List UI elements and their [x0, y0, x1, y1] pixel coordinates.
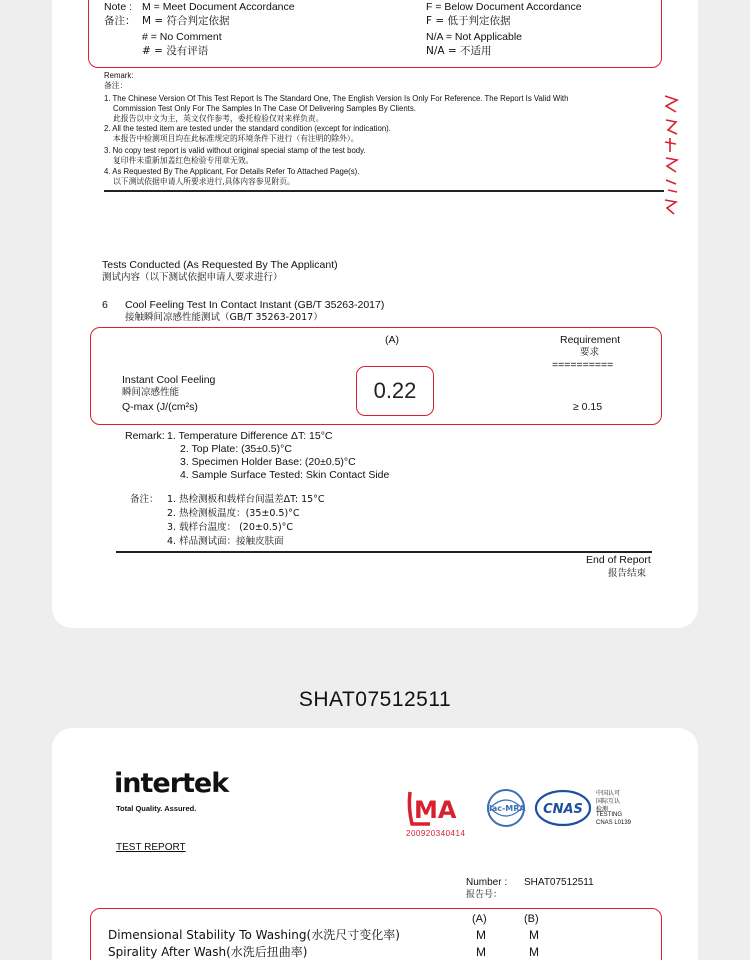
legend-left-3: # = 没有评语: [142, 45, 209, 57]
remark2-cn-1: 2. 热检测板温度：(35±0.5)°C: [167, 508, 300, 519]
requirement-header: Requirement: [560, 334, 621, 346]
legend-right-1: F = 低于判定依据: [426, 15, 511, 27]
legend-left-1: M = 符合判定依据: [142, 15, 230, 27]
cnas-text-4: CNAS L0139: [596, 820, 632, 826]
end-divider: [116, 551, 652, 553]
remark-divider: [104, 190, 664, 192]
cnas-text-3: TESTING: [596, 812, 623, 818]
report-page-2: [52, 728, 698, 960]
requirement-rule: ==========: [552, 359, 614, 371]
intertek-logo: intertek: [114, 768, 229, 799]
legend-key-1: 备注：: [104, 15, 136, 27]
col-b-header-2: (B): [524, 913, 539, 925]
remark-line-2: 此报告以中文为主，英文仅作参考，委托检验仅对来样负责。: [113, 114, 324, 123]
svg-text:MA: MA: [414, 796, 457, 824]
remark-line-5: 3. No copy test report is valid without original special stamp of the test body.: [104, 146, 366, 155]
remark2-label-cn: 备注：: [130, 494, 159, 505]
logo-tagline: Total Quality. Assured.: [116, 804, 197, 813]
report-number-heading: SHAT07512511: [298, 688, 452, 711]
svg-text:CNAS: CNAS: [543, 802, 583, 817]
cma-number: 200920340414: [406, 829, 466, 838]
test-item-no: 6: [102, 299, 108, 311]
report-page-1: [52, 0, 698, 628]
remark-line-0: 1. The Chinese Version Of This Test Report Is The Standard One, The English Version Is Only For Reference. The Report Is Valid With: [104, 94, 569, 103]
red-stamp-mark: [662, 92, 680, 216]
property-unit: Q-max (J/(cm²s): [122, 401, 198, 413]
test-item-title: Cool Feeling Test In Contact Instant (GB/T 35263-2017): [125, 299, 385, 311]
row-a-1: M: [476, 945, 486, 959]
row-label-0: Dimensional Stability To Washing(水洗尺寸变化率): [108, 928, 400, 942]
remark2-label: Remark:: [125, 430, 165, 442]
legend-key-0: Note :: [104, 1, 133, 13]
cnas-logo-icon: [534, 788, 592, 828]
end-of-report: End of Report: [586, 554, 651, 566]
result-value: 0.22: [356, 366, 434, 416]
requirement-value: ≥ 0.15: [573, 401, 603, 413]
test-report-title: TEST REPORT: [116, 842, 186, 853]
end-of-report-cn: 报告结束: [608, 568, 647, 579]
test-item-title-cn: 接触瞬间凉感性能测试（GB/T 35263-2017）: [125, 312, 323, 323]
remark2-cn-0: 1. 热检测板和载样台间温差ΔT: 15°C: [167, 494, 325, 505]
legend-right-3: N/A = 不适用: [426, 45, 492, 57]
remark-line-8: 以下测试依据申请人所要求进行,具体内容参见附页。: [113, 177, 295, 186]
remark2-cn-3: 4. 样品测试面：接触皮肤面: [167, 536, 284, 547]
remark2-en-1: 2. Top Plate: (35±0.5)°C: [180, 443, 292, 455]
property-name: Instant Cool Feeling: [122, 374, 216, 386]
row-label-1: Spirality After Wash(水洗后扭曲率): [108, 945, 308, 959]
tests-heading: Tests Conducted (As Requested By The Applicant): [102, 259, 338, 271]
cnas-text-1: 国际互认: [596, 798, 621, 805]
number-value: SHAT07512511: [524, 877, 594, 888]
remark-line-4: 本报告中检测项目均在此标准规定的环境条件下进行（有注明的除外）。: [113, 134, 359, 143]
ilac-mra-icon: [482, 788, 530, 828]
remark2-en-2: 3. Specimen Holder Base: (20±0.5)°C: [180, 456, 356, 468]
svg-text:ilac-MRA: ilac-MRA: [486, 804, 526, 813]
cma-logo-icon: [406, 788, 480, 828]
remark-line-6: 复印件未重新加盖红色检验专用章无效。: [113, 156, 254, 165]
number-label-cn: 报告号：: [466, 890, 503, 900]
property-name-cn: 瞬间凉感性能: [122, 387, 180, 398]
remark2-cn-2: 3. 载样台温度： (20±0.5)°C: [167, 522, 294, 533]
cnas-text-0: 中国认可: [596, 790, 621, 797]
number-label: Number :: [466, 877, 508, 888]
remark-line-1: Commission Test Only For The Samples In The Case Of Delivering Samples By Clients.: [113, 104, 416, 113]
remark2-en-3: 4. Sample Surface Tested: Skin Contact Side: [180, 469, 390, 481]
remark-title-cn: 备注：: [104, 81, 128, 90]
tests-heading-cn: 测试内容（以下测试依据申请人要求进行）: [102, 272, 283, 283]
cnas-text-2: 检测: [596, 806, 609, 813]
legend-left-0: M = Meet Document Accordance: [142, 1, 295, 13]
legend-left-2: # = No Comment: [142, 31, 222, 43]
row-a-0: M: [476, 928, 486, 942]
legend-right-0: F = Below Document Accordance: [426, 1, 582, 13]
result-col-a-header: (A): [385, 334, 399, 346]
col-a-header-2: (A): [472, 913, 487, 925]
row-b-1: M: [529, 945, 539, 959]
remark-line-3: 2. All the tested item are tested under the standard condition (except for indication).: [104, 124, 391, 133]
legend-right-2: N/A = Not Applicable: [426, 31, 523, 43]
remark-title: Remark:: [104, 71, 134, 80]
remark2-en-0: 1. Temperature Difference ΔT: 15°C: [167, 430, 333, 442]
row-b-0: M: [529, 928, 539, 942]
requirement-header-cn: 要求: [580, 347, 600, 358]
remark-line-7: 4. As Requested By The Applicant, For Details Refer To Attached Page(s).: [104, 167, 360, 176]
